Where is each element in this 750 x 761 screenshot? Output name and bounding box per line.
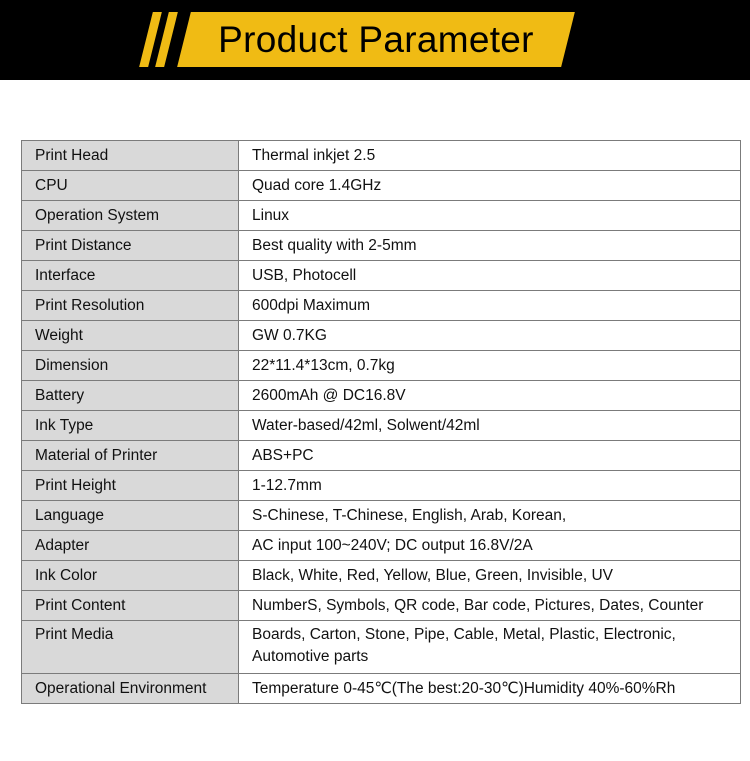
header-banner bbox=[0, 0, 750, 80]
table-row bbox=[22, 621, 741, 674]
spec-label: Battery bbox=[22, 381, 239, 411]
spec-value: GW 0.7KG bbox=[239, 321, 741, 351]
spec-label: Print Height bbox=[22, 471, 239, 501]
table-row bbox=[22, 231, 741, 261]
spec-label: Print Media bbox=[22, 621, 239, 674]
table-row bbox=[22, 351, 741, 381]
spec-value: 22*11.4*13cm, 0.7kg bbox=[239, 351, 741, 381]
spec-value: ABS+PC bbox=[239, 441, 741, 471]
table-row bbox=[22, 471, 741, 501]
spec-label: Ink Color bbox=[22, 561, 239, 591]
spec-label: Print Resolution bbox=[22, 291, 239, 321]
page-title: Product Parameter bbox=[218, 19, 534, 60]
spec-value: Water-based/42ml, Solwent/42ml bbox=[239, 411, 741, 441]
spec-value: Best quality with 2-5mm bbox=[239, 231, 741, 261]
spec-label: Print Content bbox=[22, 591, 239, 621]
spec-label: Operation System bbox=[22, 201, 239, 231]
table-row bbox=[22, 591, 741, 621]
spec-label: Weight bbox=[22, 321, 239, 351]
spec-value: 2600mAh @ DC16.8V bbox=[239, 381, 741, 411]
table-row bbox=[22, 561, 741, 591]
spec-label: Dimension bbox=[22, 351, 239, 381]
table-row bbox=[22, 201, 741, 231]
spec-value: Linux bbox=[239, 201, 741, 231]
spec-value: USB, Photocell bbox=[239, 261, 741, 291]
spec-value: 1-12.7mm bbox=[239, 471, 741, 501]
spec-value: Boards, Carton, Stone, Pipe, Cable, Metal, Plastic, Electronic, Automotive parts bbox=[239, 621, 741, 674]
spec-value: 600dpi Maximum bbox=[239, 291, 741, 321]
table-row bbox=[22, 381, 741, 411]
spec-label: Ink Type bbox=[22, 411, 239, 441]
spec-table bbox=[21, 140, 741, 704]
spec-value: AC input 100~240V; DC output 16.8V/2A bbox=[239, 531, 741, 561]
spec-label: Language bbox=[22, 501, 239, 531]
spec-value: S-Chinese, T-Chinese, English, Arab, Korean, bbox=[239, 501, 741, 531]
table-row bbox=[22, 261, 741, 291]
spec-value: Quad core 1.4GHz bbox=[239, 171, 741, 201]
spec-label: Material of Printer bbox=[22, 441, 239, 471]
table-row bbox=[22, 441, 741, 471]
spec-label: Adapter bbox=[22, 531, 239, 561]
spec-label: Operational Environment bbox=[22, 674, 239, 704]
spec-value: NumberS, Symbols, QR code, Bar code, Pictures, Dates, Counter bbox=[239, 591, 741, 621]
table-row bbox=[22, 321, 741, 351]
spec-value: Thermal inkjet 2.5 bbox=[239, 141, 741, 171]
table-row bbox=[22, 171, 741, 201]
table-row bbox=[22, 501, 741, 531]
table-row bbox=[22, 291, 741, 321]
table-row bbox=[22, 141, 741, 171]
table-row bbox=[22, 531, 741, 561]
table-row bbox=[22, 674, 741, 704]
spec-label: Print Distance bbox=[22, 231, 239, 261]
spec-label: Print Head bbox=[22, 141, 239, 171]
spec-value: Black, White, Red, Yellow, Blue, Green, Invisible, UV bbox=[239, 561, 741, 591]
spec-value: Temperature 0-45℃(The best:20-30℃)Humidity 40%-60%Rh bbox=[239, 674, 741, 704]
table-row bbox=[22, 411, 741, 441]
spec-label: CPU bbox=[22, 171, 239, 201]
spec-label: Interface bbox=[22, 261, 239, 291]
